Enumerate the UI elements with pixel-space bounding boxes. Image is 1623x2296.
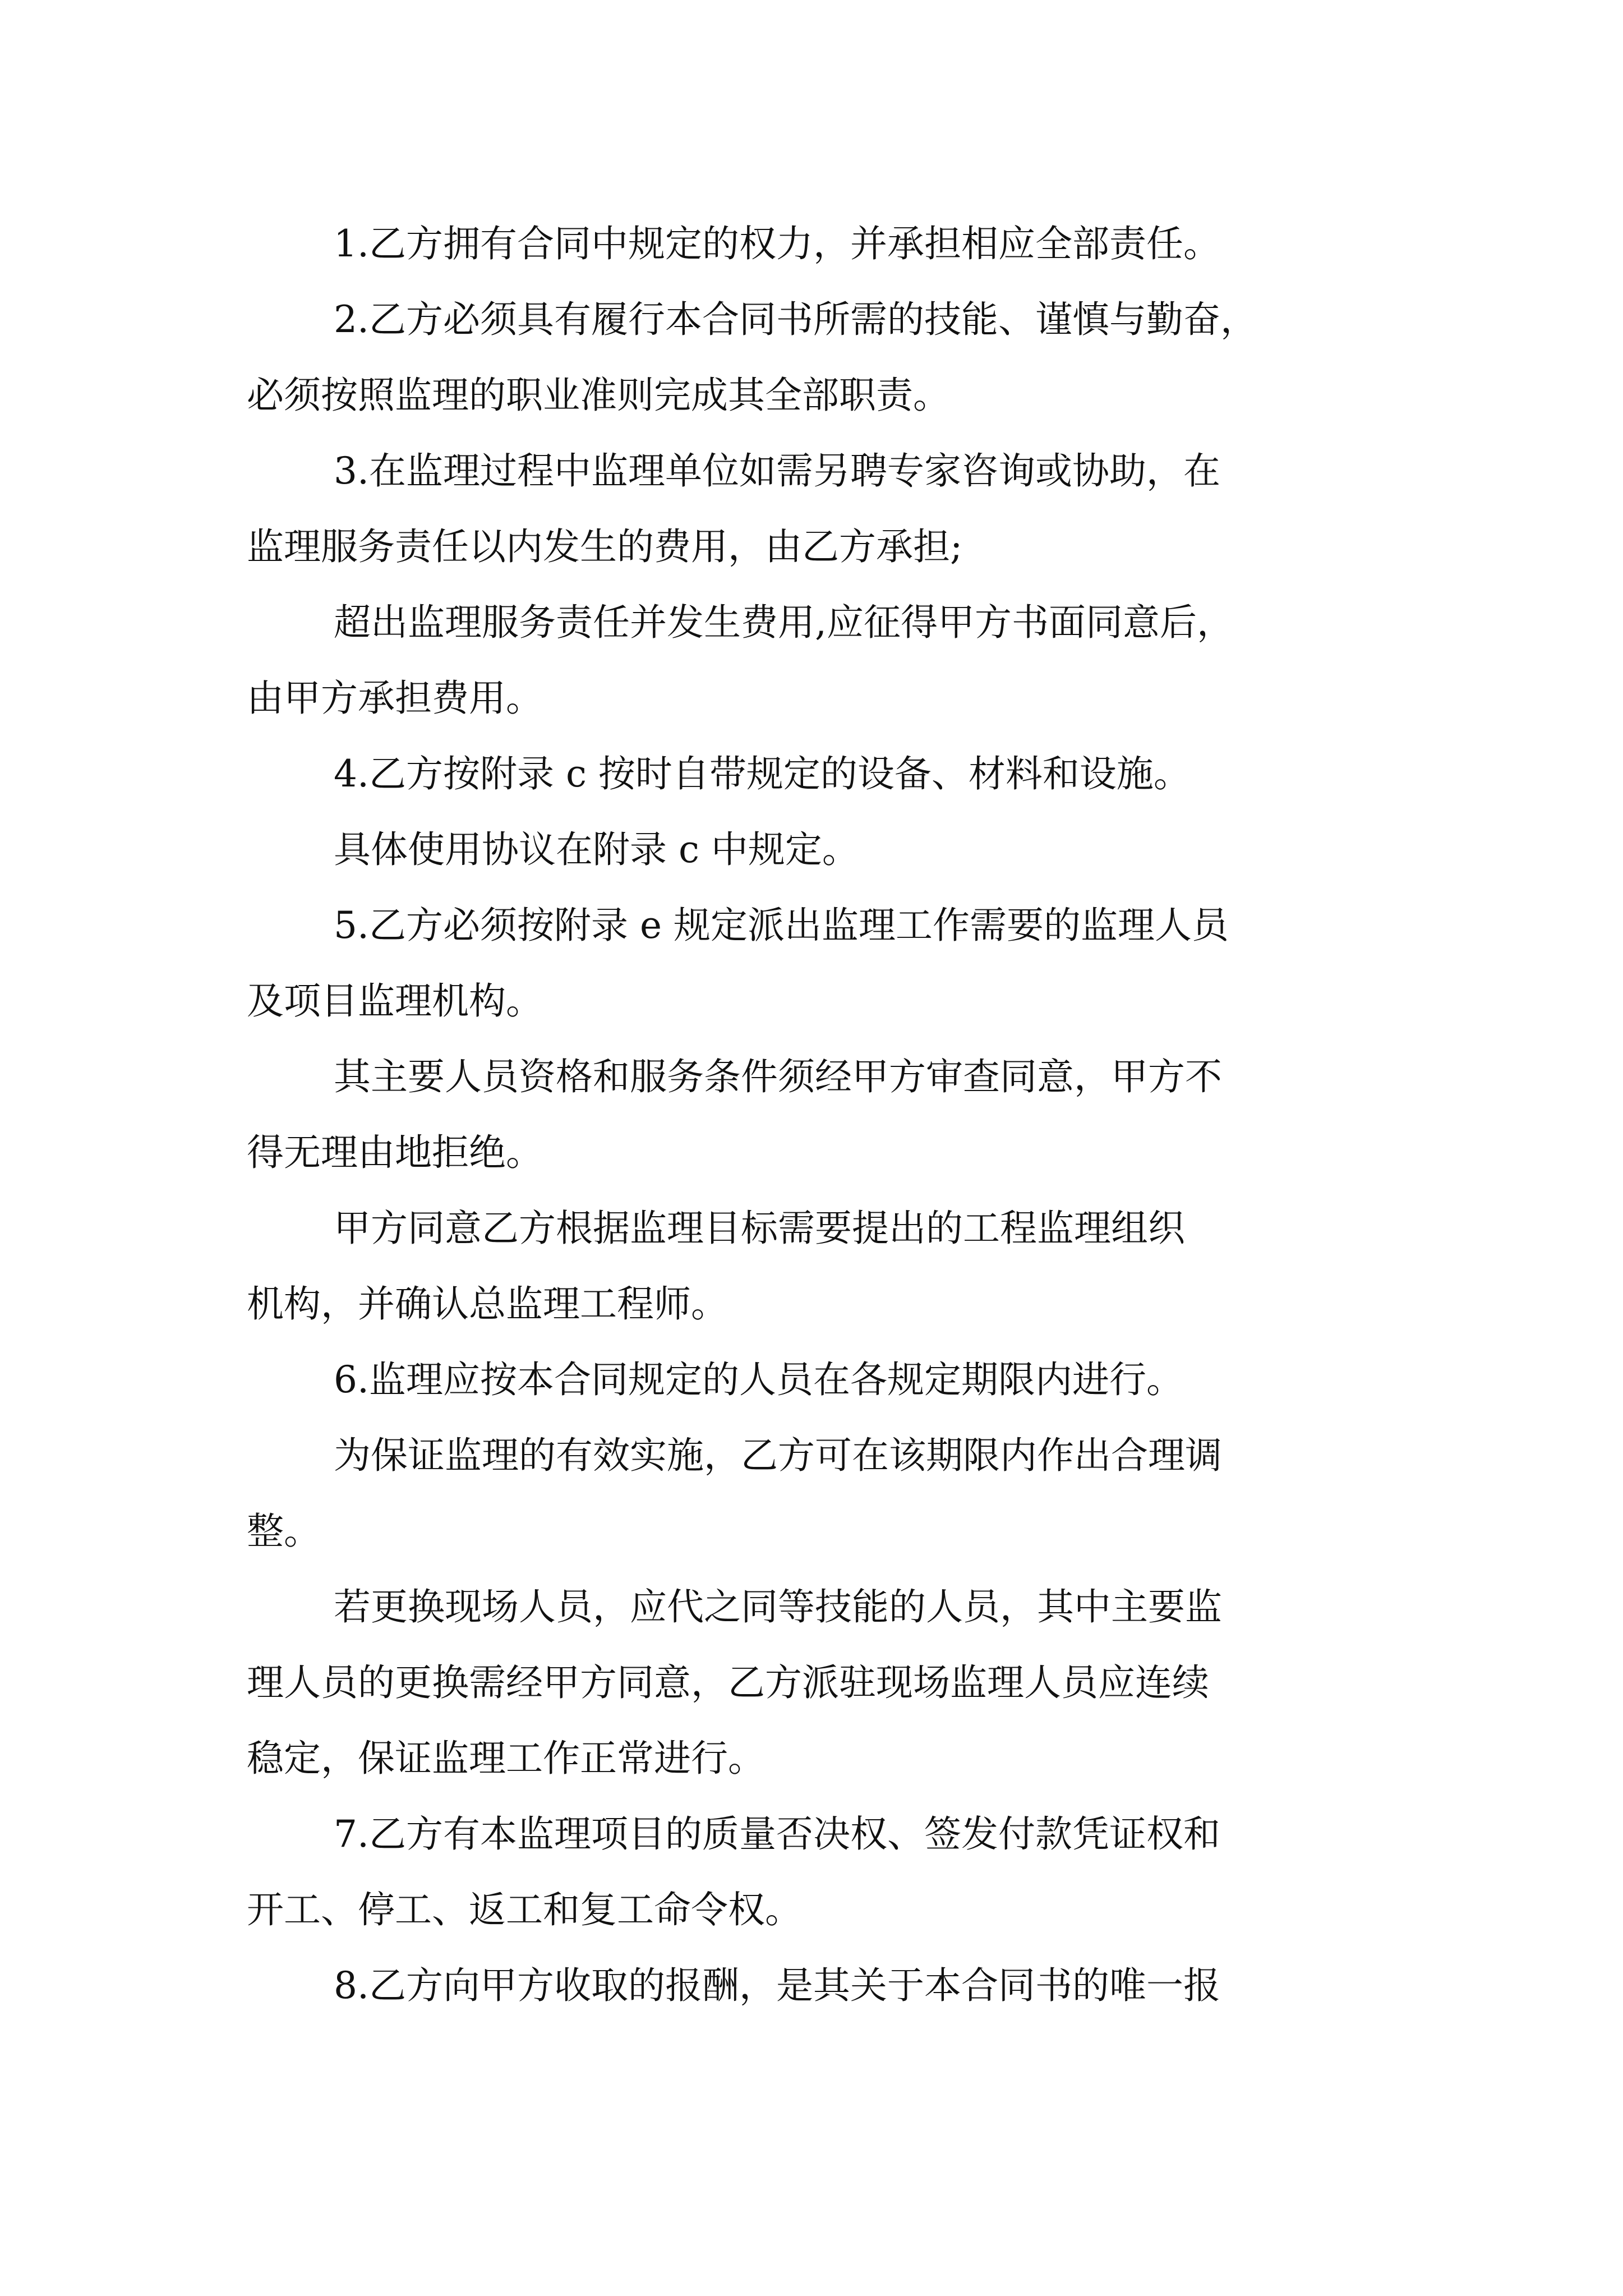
clause-5-line-2: 及项目监理机构。 xyxy=(247,979,543,1023)
clause-7-line-1: 7.乙方有本监理项目的质量否决权、签发付款凭证权和 xyxy=(334,1812,1220,1856)
clause-6-para-2-line-1: 为保证监理的有效实施，乙方可在该期限内作出合理调 xyxy=(334,1434,1222,1477)
clause-2-line-2: 必须按照监理的职业准则完成其全部职责。 xyxy=(247,374,950,417)
clause-5-para-2-line-2: 得无理由地拒绝。 xyxy=(247,1131,543,1174)
clause-5-para-2-line-1: 其主要人员资格和服务条件须经甲方审查同意，甲方不 xyxy=(334,1055,1222,1098)
clause-5-line-1: 5.乙方必须按附录 e 规定派出监理工作需要的监理人员 xyxy=(334,904,1229,947)
clause-2-line-1: 2.乙方必须具有履行本合同书所需的技能、谨慎与勤奋， xyxy=(334,298,1257,341)
clause-5-para-3-line-2: 机构，并确认总监理工程师。 xyxy=(247,1282,728,1326)
clause-1-line-1: 1.乙方拥有合同中规定的权力，并承担相应全部责任。 xyxy=(334,222,1220,265)
clause-3-para-2-line-2: 由甲方承担费用。 xyxy=(247,677,543,720)
clause-4-para-2: 具体使用协议在附录 c 中规定。 xyxy=(334,828,859,871)
clause-6-para-3-line-2: 理人员的更换需经甲方同意，乙方派驻现场监理人员应连续 xyxy=(247,1661,1209,1704)
clause-4-line-1: 4.乙方按附录 c 按时自带规定的设备、材料和设施。 xyxy=(334,752,1191,795)
clause-7-line-2: 开工、停工、返工和复工命令权。 xyxy=(247,1888,802,1931)
clause-6-para-3-line-1: 若更换现场人员，应代之同等技能的人员，其中主要监 xyxy=(334,1585,1222,1628)
clause-5-para-3-line-1: 甲方同意乙方根据监理目标需要提出的工程监理组织 xyxy=(334,1207,1185,1250)
clause-3-para-2-line-1: 超出监理服务责任并发生费用,应征得甲方书面同意后， xyxy=(334,601,1234,644)
clause-3-line-1: 3.在监理过程中监理单位如需另聘专家咨询或协助，在 xyxy=(334,449,1220,493)
clause-6-para-3-line-3: 稳定，保证监理工作正常进行。 xyxy=(247,1737,765,1780)
clause-8-line-1: 8.乙方向甲方收取的报酬，是其关于本合同书的唯一报 xyxy=(334,1964,1220,2007)
clause-6-para-2-line-2: 整。 xyxy=(247,1510,321,1553)
clause-3-line-2: 监理服务责任以内发生的费用，由乙方承担; xyxy=(247,525,963,568)
clause-6-line-1: 6.监理应按本合同规定的人员在各规定期限内进行。 xyxy=(334,1358,1183,1401)
